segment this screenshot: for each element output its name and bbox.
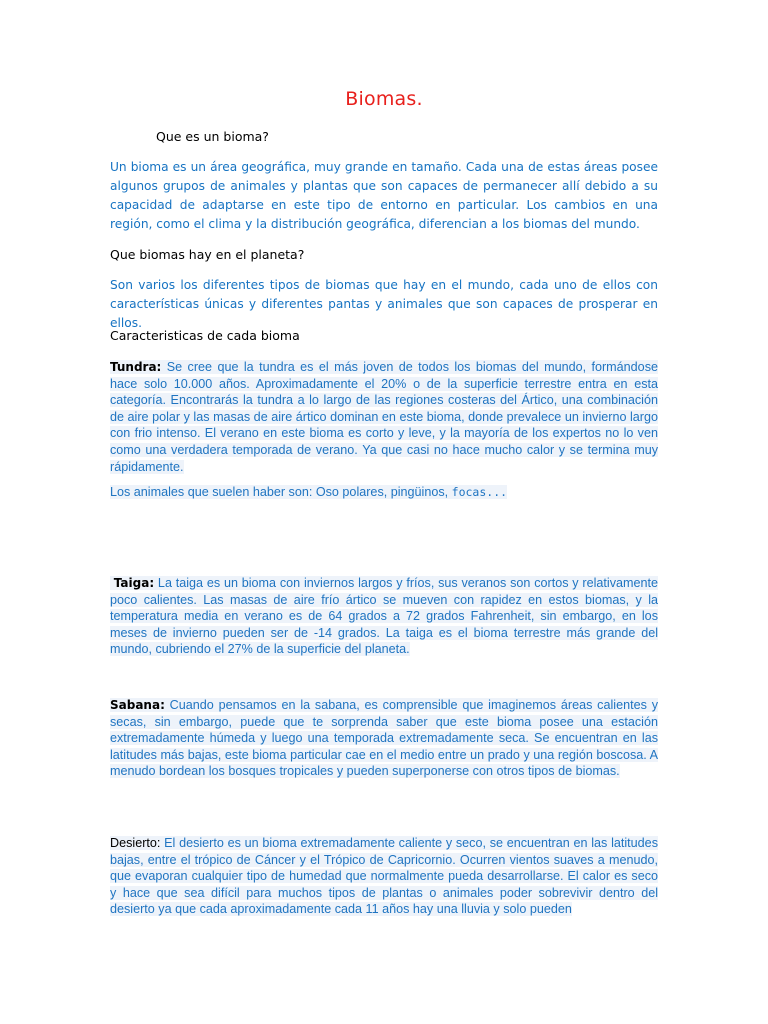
answer-what-is-biome: Un bioma es un área geográfica, muy grande en tamaño. Cada una de estas áreas posee algunos grupos de animales y plantas que son capaces de permanecer allí debido a su capacidad de adaptarse en este tipo de entorno en particular. Los cambios en una región, como el clima y la distribución geográfica, diferencian a los biomas del mundo. [110, 160, 658, 231]
section-heading-characteristics: Caracteristicas de cada bioma [110, 328, 300, 343]
question-heading-what-is-biome: Que es un bioma? [156, 129, 269, 144]
sabana-paragraph [110, 697, 658, 780]
answer-which-biomes: Son varios los diferentes tipos de biomas que hay en el mundo, cada uno de ellos con características únicas y diferentes pantas y animales que son capaces de prosperar en ellos. [110, 278, 658, 330]
taiga-label: Taiga: [113, 576, 155, 590]
sabana-label: Sabana: [110, 698, 165, 712]
desierto-paragraph [110, 835, 658, 918]
page-title: Biomas. [345, 88, 423, 110]
tundra-animals-paragraph [110, 484, 658, 501]
question-heading-which-biomes: Que biomas hay en el planeta? [110, 247, 305, 262]
sabana-text: Cuando pensamos en la sabana, es comprensible que imaginemos áreas calientes y secas, sin embargo, puede que te sorprenda saber que este bioma posee una estación extremadamente húmeda y luego una temporada extremadamente seca. Se encuentran en las latitudes más bajas, este bioma particular cae en el medio entre un prado y una región boscosa. A menudo bordean los bosques tropicales y pueden superponerse con otros tipos de biomas. [110, 698, 658, 779]
tundra-label: Tundra: [110, 360, 162, 374]
taiga-text: La taiga es un bioma con inviernos largos y fríos, sus veranos son cortos y relativamente poco calientes. Las masas de aire frío ártico se mueven con rapidez en estos biomas, y la temperatura media en verano es de 64 grados a 72 grados Fahrenheit, sin embargo, en los meses de invierno pueden ser de -14 grados. La taiga es el bioma terrestre más grande del mundo, cubriendo el 27% de la superficie del planeta. [110, 576, 658, 657]
desierto-text: El desierto es un bioma extremadamente caliente y seco, se encuentran en las latitudes bajas, entre el trópico de Cáncer y el Trópico de Capricornio. Ocurren vientos suaves a menudo, que evaporan cualquier tipo de humedad que normalmente pueda desarrollarse. El calor es seco y hace que sea difícil para muchos tipos de plantas o animales poder sobrevivir dentro del desierto ya que cada aproximadamente cada 11 años hay una lluvia y solo pueden [110, 836, 658, 917]
desierto-label: Desierto: [110, 836, 161, 850]
tundra-animals-tail: focas... [451, 485, 508, 499]
taiga-paragraph [110, 575, 658, 658]
tundra-paragraph [110, 359, 658, 475]
tundra-animals-text: Los animales que suelen haber son: Oso polares, pingüinos, [110, 485, 452, 499]
tundra-text: Se cree que la tundra es el más joven de todos los biomas del mundo, formándose hace solo 10.000 años. Aproximadamente el 20% o de la superficie terrestre entra en esta categoría. Encontrarás la tundra a lo largo de las regiones costeras del Ártico, una combinación de aire polar y las masas de aire ártico dominan en este bioma, donde prevalece un invierno largo con frio intenso. El verano en este bioma es corto y leve, y la mayoría de los expertos no lo ven como una verdadera temporada de verano. Ya que casi no hace mucho calor y se termina muy rápidamente. [110, 360, 658, 474]
